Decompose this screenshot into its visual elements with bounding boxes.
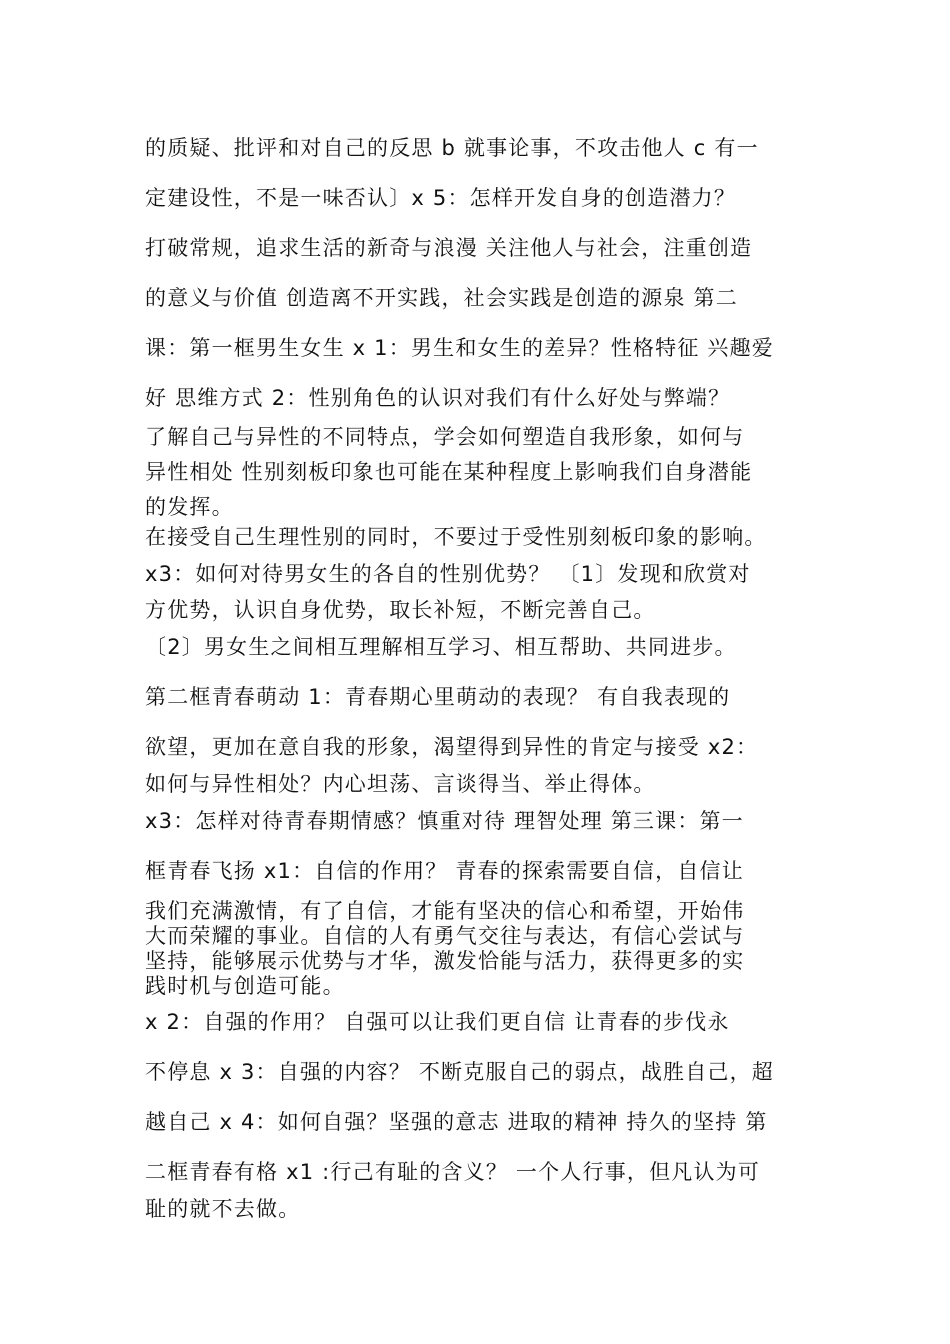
text-line: 大而荣耀的事业。自信的人有勇气交往与表达，有信心尝试与 bbox=[145, 924, 745, 948]
text-line: 践时机与创造可能。 bbox=[145, 974, 345, 998]
text-line: 越自己 x 4：如何自强？坚强的意志 进取的精神 持久的坚持 第 bbox=[145, 1110, 768, 1134]
text-line: 如何与异性相处？内心坦荡、言谈得当、举止得体。 bbox=[145, 772, 656, 796]
text-line: x3：如何对待男女生的各自的性别优势？ 〔1〕发现和欣赏对 bbox=[145, 562, 751, 586]
text-line: 打破常规，追求生活的新奇与浪漫 关注他人与社会，注重创造 bbox=[145, 236, 753, 260]
text-line: 〔2〕男女生之间相互理解相互学习、相互帮助、共同进步。 bbox=[145, 635, 737, 659]
text-line: x3：怎样对待青春期情感？慎重对待 理智处理 第三课：第一 bbox=[145, 809, 744, 833]
text-line: 欲望，更加在意自我的形象，渴望得到异性的肯定与接受 x2： bbox=[145, 735, 759, 759]
text-line: 二框青春有格 x1 :行己有耻的含义？ 一个人行事，但凡认为可 bbox=[145, 1160, 761, 1184]
text-line: 框青春飞扬 x1：自信的作用？ 青春的探索需要自信，自信让 bbox=[145, 859, 744, 883]
text-line: 第二框青春萌动 1：青春期心里萌动的表现？ 有自我表现的 bbox=[145, 685, 731, 709]
text-line: 课：第一框男生女生 x 1：男生和女生的差异？性格特征 兴趣爱 bbox=[145, 336, 775, 360]
text-line: 了解自己与异性的不同特点，学会如何塑造自我形象，如何与 bbox=[145, 425, 745, 449]
text-line: 耻的就不去做。 bbox=[145, 1197, 301, 1221]
text-line: 方优势，认识自身优势，取长补短，不断完善自己。 bbox=[145, 598, 656, 622]
text-line: 异性相处 性别刻板印象也可能在某种程度上影响我们自身潜能 bbox=[145, 460, 753, 484]
text-line: 定建设性，不是一味否认〕x 5：怎样开发自身的创造潜力？ bbox=[145, 186, 737, 210]
text-line: 不停息 x 3：自强的内容？ 不断克服自己的弱点，战胜自己，超 bbox=[145, 1060, 775, 1084]
text-line: 的质疑、批评和对自己的反思 b 就事论事，不攻击他人 c 有一 bbox=[145, 136, 759, 160]
text-line: 的意义与价值 创造离不开实践，社会实践是创造的源泉 第二 bbox=[145, 286, 738, 310]
text-line: 好 思维方式 2：性别角色的认识对我们有什么好处与弊端？ bbox=[145, 386, 731, 410]
text-line: 我们充满激情，有了自信，才能有坚决的信心和希望，开始伟 bbox=[145, 899, 745, 923]
text-line: 在接受自己生理性别的同时，不要过于受性别刻板印象的影响。 bbox=[145, 525, 767, 549]
text-line: x 2：自强的作用？ 自强可以让我们更自信 让青春的步伐永 bbox=[145, 1010, 730, 1034]
text-line: 的发挥。 bbox=[145, 495, 234, 519]
text-line: 坚持，能够展示优势与才华，激发恰能与活力，获得更多的实 bbox=[145, 949, 745, 973]
